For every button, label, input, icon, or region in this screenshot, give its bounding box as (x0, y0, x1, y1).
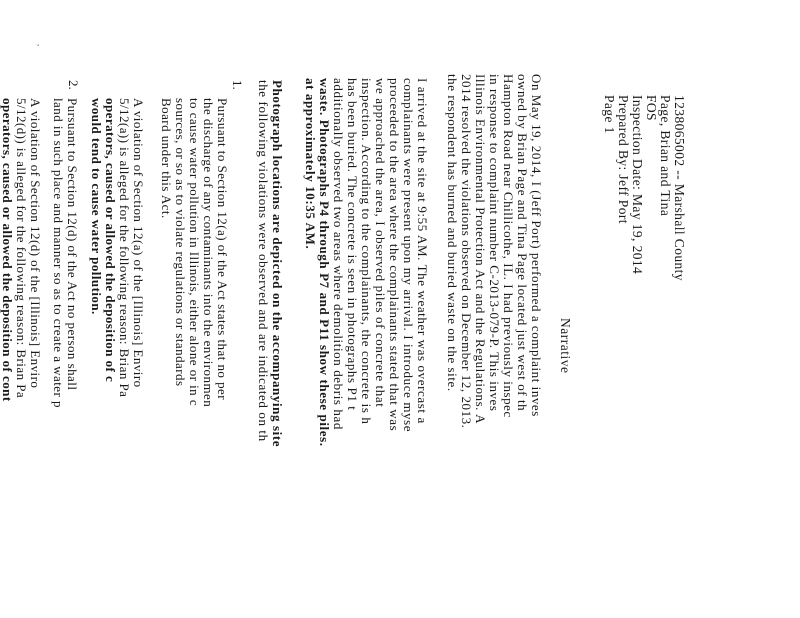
violation-line: 5/12(a)) is alleged for the following reason: Brian Pa (117, 98, 132, 398)
paragraph-line: the respondent has burned and buried waste on the site. (445, 74, 460, 392)
paragraph-line: we approached the area, I observed piles of concrete that (373, 78, 388, 408)
paragraph-line: On May 19, 2014, I (Jeff Port) performed a complaint inves (529, 74, 544, 417)
paragraph-line: 2014 resolved the violations observed on December 12, 2013. (459, 74, 474, 429)
violation-line: sources, or so as to violate regulations or standards (173, 98, 188, 387)
narrative-title: Narrative (558, 318, 573, 374)
prepared-by: Prepared By: Jeff Port (616, 95, 631, 224)
respondent-names: Page, Brian and Tina (658, 95, 673, 217)
paragraph-line: I arrived at the site at 9:55 AM. The weather was overcast a (415, 78, 430, 424)
paragraph-line: Illinois Environmental Protection Act and the Regulations. A (473, 74, 488, 425)
violation-line: A violation of Section 12(a) of the [Illinois] Enviro (131, 98, 146, 388)
violation-line: the discharge of any contaminants into the environmen (201, 98, 216, 408)
paragraph-line: in response to complaint number C-2013-079-P. This inves (487, 74, 502, 412)
page-number: Page 1 (602, 95, 617, 134)
violation-line: Pursuant to Section 12(a) of the Act states that no per (215, 98, 230, 401)
violation-line: land in such place and manner so as to create a water p (51, 98, 66, 408)
violation-line: A violation of Section 12(d) of the [Illinois] Enviro (28, 98, 43, 389)
fos-label: FOS (644, 95, 659, 121)
case-number: 1238065002 -- Marshall County (672, 95, 687, 281)
violation-number-2: 2. (66, 80, 81, 90)
violation-line: to cause water pollution in Illinois, either alone or in c (187, 98, 202, 407)
paragraph-line: inspection. According to the complainants, the concrete is h (359, 78, 374, 425)
paragraph-line: the following violations were observed and are indicated on th (256, 80, 271, 442)
paragraph-line: has been buried. The concrete is seen in photographs P1 t (345, 78, 360, 411)
violation-line: 5/12(d)) is alleged for the following reason: Brian Pa (14, 98, 29, 399)
violation-line: would tend to cause water pollution. (89, 98, 104, 315)
violation-line: operators, caused or allowed the deposition of c (103, 98, 118, 383)
scan-mark: , (36, 44, 46, 47)
paragraph-line: Hampton Road near Chillicothe, IL. I had previously inspec (501, 74, 516, 418)
paragraph-line: additionally observed two areas where demolition debris had (331, 78, 346, 431)
inspection-date: Inspection Date: May 19, 2014 (630, 95, 645, 275)
violation-number-1: 1. (230, 80, 245, 90)
violation-line: Pursuant to Section 12(d) of the Act no person shall (65, 98, 80, 391)
paragraph-line: proceeded to the area where the complainants stated that was (387, 78, 402, 432)
paragraph-line: owned by Brian Page and Tina Page located just west of th (515, 74, 530, 412)
paragraph-line: waste. Photographs P4 through P7 and P11 show these piles. (317, 78, 332, 447)
violation-line: operators, caused or allowed the deposition of cont (0, 98, 15, 402)
paragraph-line: Photograph locations are depicted on the accompanying site (270, 80, 285, 448)
paragraph-line: at approximately 10:35 AM. (303, 78, 318, 250)
paragraph-line: complainants were present upon my arrival. I introduce myse (401, 78, 416, 433)
violation-line: Board under this Act. (159, 98, 174, 219)
